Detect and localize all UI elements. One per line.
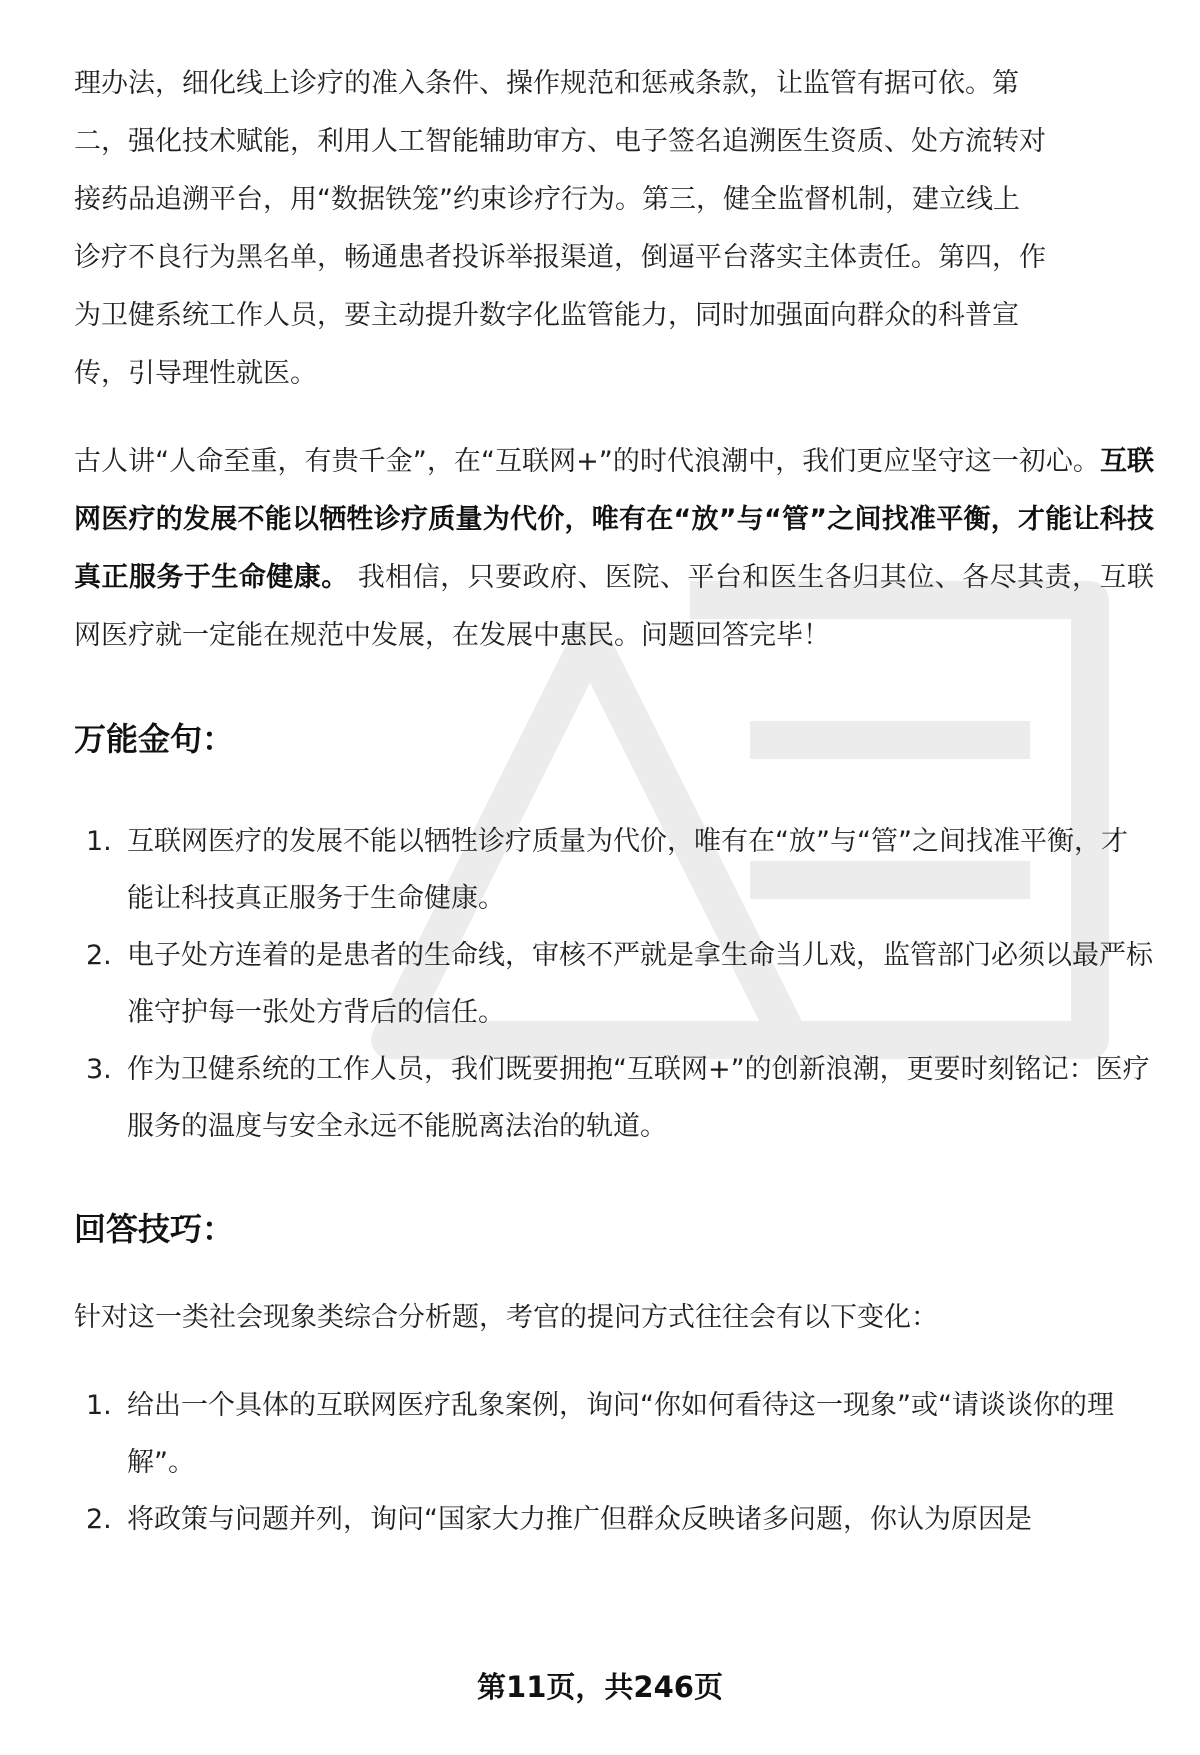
intro-line: 为卫健系统工作人员，要主动提升数字化监管能力，同时加强面向群众的科普宣: [74, 300, 1019, 331]
answer-tips-heading: 回答技巧：: [74, 1210, 235, 1248]
list-item-text: 电子处方连着的是患者的生命线，审核不严就是拿生命当儿戏，监管部门必须以最严标准守护每一张处方背后的信任。: [127, 940, 1153, 1028]
intro-paragraph: [74, 55, 1154, 403]
tips-intro: 针对这一类社会现象类综合分析题，考官的提问方式往往会有以下变化：: [74, 1302, 938, 1333]
list-number: 2.: [86, 1504, 112, 1535]
list-number: 2.: [86, 940, 112, 971]
intro-line: 二，强化技术赋能，利用人工智能辅助审方、电子签名追溯医生资质、处方流转对: [74, 126, 1046, 157]
conclusion-text-end: 我相信，只要政府、医院、平台和医生各归其位、各尽其责，互联网医疗就一定能在规范中发展，在发展中惠民。问题回答完毕！: [74, 562, 1155, 651]
list-item: [74, 1377, 1154, 1491]
list-item-text: 将政策与问题并列，询问“国家大力推广但群众反映诸多问题，你认为原因是: [127, 1504, 1032, 1535]
list-item: [74, 927, 1154, 1041]
conclusion-bold-text: 互联网医疗的发展不能以牺牲诊疗质量为代价，唯有在“放”与“管”之间找准平衡，才能让科技真正服务于生命健康。: [74, 446, 1154, 593]
list-item-text: 给出一个具体的互联网医疗乱象案例，询问“你如何看待这一现象”或“请谈谈你的理解”。: [127, 1390, 1114, 1478]
list-number: 1.: [86, 826, 112, 857]
intro-line: 诊疗不良行为黑名单，畅通患者投诉举报渠道，倒逼平台落实主体责任。第四，作: [74, 242, 1046, 273]
golden-sentences-list: [74, 813, 1154, 1155]
page-footer: 第11页，共246页: [477, 1670, 723, 1704]
document-page: [74, 55, 1154, 1548]
golden-sentences-heading: 万能金句：: [74, 720, 235, 758]
intro-line: 接药品追溯平台，用“数据铁笼”约束诊疗行为。第三，健全监督机制，建立线上: [74, 184, 1020, 215]
list-item-text: 互联网医疗的发展不能以牺牲诊疗质量为代价，唯有在“放”与“管”之间找准平衡，才能让科技真正服务于生命健康。: [127, 826, 1128, 914]
list-item-text: 作为卫健系统的工作人员，我们既要拥抱“互联网+”的创新浪潮，更要时刻铭记：医疗服务的温度与安全永远不能脱离法治的轨道。: [127, 1054, 1150, 1142]
intro-line: 理办法，细化线上诊疗的准入条件、操作规范和惩戒条款，让监管有据可依。第: [74, 68, 1019, 99]
conclusion-text: 古人讲“人命至重，有贵千金”，在“互联网+”的时代浪潮中，我们更应坚守这一初心。: [74, 446, 1100, 477]
intro-line: 传，引导理性就医。: [74, 358, 317, 389]
list-item: [74, 1041, 1154, 1155]
list-item: [74, 1491, 1154, 1548]
tips-list: [74, 1377, 1154, 1548]
list-number: 1.: [86, 1390, 112, 1421]
conclusion-paragraph: [74, 433, 1154, 665]
list-item: [74, 813, 1154, 927]
list-number: 3.: [86, 1054, 112, 1085]
